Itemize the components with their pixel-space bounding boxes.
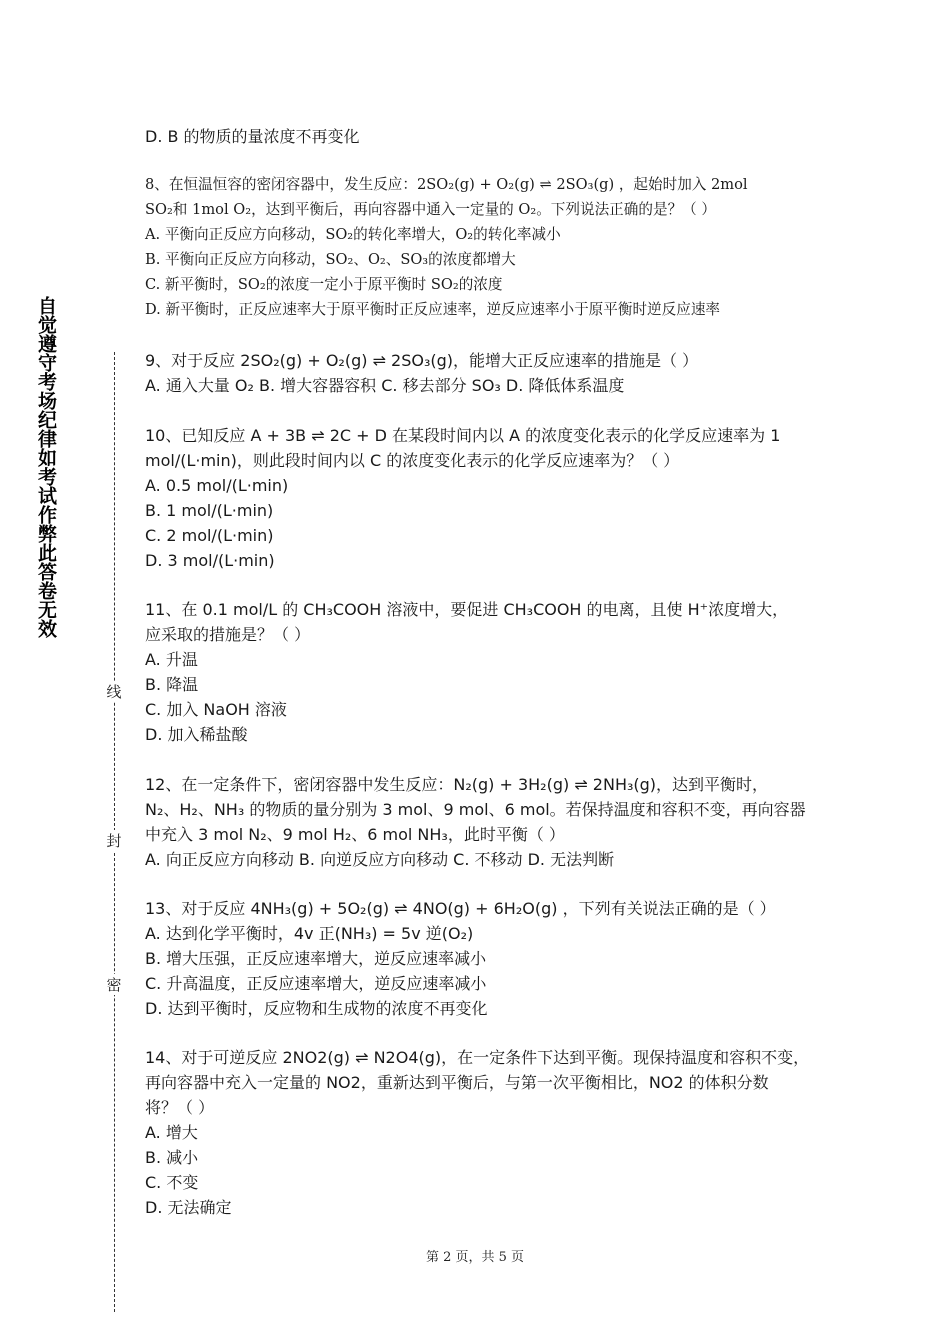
q13-option-a: A. 达到化学平衡时，4v 正(NH₃) = 5v 逆(O₂) xyxy=(145,924,474,943)
q7-option-d: D. B 的物质的量浓度不再变化 xyxy=(145,127,360,146)
q14-option-c: C. 不变 xyxy=(145,1173,199,1192)
q9-stem: 9、对于反应 2SO₂(g) + O₂(g) ⇌ 2SO₃(g)，能增大正反应速率的措施是（ ） xyxy=(145,351,699,370)
q13-option-d: D. 达到平衡时，反应物和生成物的浓度不再变化 xyxy=(145,999,488,1018)
page-footer: 第 2 页，共 5 页 xyxy=(425,1250,525,1265)
q10-option-d: D. 3 mol/(L·min) xyxy=(145,551,275,570)
q12-stem-line1: 12、在一定条件下，密闭容器中发生反应：N₂(g) + 3H₂(g) ⇌ 2NH₃(g)，达到平衡时， xyxy=(145,775,769,794)
binding-label-secret: 密 xyxy=(104,974,124,995)
q13-option-c: C. 升高温度，正反应速率增大，逆反应速率减小 xyxy=(145,974,487,993)
q14-option-a: A. 增大 xyxy=(145,1123,198,1142)
q8-option-b: B. 平衡向正反应方向移动，SO₂、O₂、SO₃的浓度都增大 xyxy=(145,251,516,268)
q8-option-c: C. 新平衡时，SO₂的浓度一定小于原平衡时 SO₂的浓度 xyxy=(145,276,503,293)
q12-options: A. 向正反应方向移动 B. 向逆反应方向移动 C. 不移动 D. 无法判断 xyxy=(145,850,615,869)
q11-option-a: A. 升温 xyxy=(145,650,198,669)
q14-stem-line2: 再向容器中充入一定量的 NO2，重新达到平衡后，与第一次平衡相比，NO2 的体积分数 xyxy=(145,1073,769,1092)
q14-option-b: B. 减小 xyxy=(145,1148,199,1167)
q11-stem-line2: 应采取的措施是？（ ） xyxy=(145,625,311,644)
q8-stem-line1: 8、在恒温恒容的密闭容器中，发生反应：2SO₂(g) + O₂(g) ⇌ 2SO₃(g) ，起始时加入 2mol xyxy=(145,176,748,193)
q11-option-d: D. 加入稀盐酸 xyxy=(145,725,248,744)
q11-option-b: B. 降温 xyxy=(145,675,199,694)
q13-option-b: B. 增大压强，正反应速率增大，逆反应速率减小 xyxy=(145,949,487,968)
binding-label-seal: 封 xyxy=(104,830,124,851)
q10-stem-line2: mol/(L·min)，则此段时间内以 C 的浓度变化表示的化学反应速率为？（ ） xyxy=(145,451,680,470)
q12-stem-line2: N₂、H₂、NH₃ 的物质的量分别为 3 mol、9 mol、6 mol。若保持温度和容积不变，再向容器 xyxy=(145,800,806,819)
q10-stem-line1: 10、已知反应 A + 3B ⇌ 2C + D 在某段时间内以 A 的浓度变化表示的化学反应速率为 1 xyxy=(145,426,781,445)
q10-option-b: B. 1 mol/(L·min) xyxy=(145,501,274,520)
q10-option-a: A. 0.5 mol/(L·min) xyxy=(145,476,289,495)
q8-option-a: A. 平衡向正反应方向移动，SO₂的转化率增大，O₂的转化率减小 xyxy=(145,226,561,243)
q8-option-d: D. 新平衡时，正反应速率大于原平衡时正反应速率，逆反应速率小于原平衡时逆反应速率 xyxy=(145,301,721,318)
q8-stem-line2: SO₂和 1mol O₂，达到平衡后，再向容器中通入一定量的 O₂。下列说法正确的是？（ ） xyxy=(145,201,716,218)
q9-options: A. 通入大量 O₂ B. 增大容器容积 C. 移去部分 SO₃ D. 降低体系温度 xyxy=(145,376,625,395)
q11-stem-line1: 11、在 0.1 mol/L 的 CH₃COOH 溶液中，要促进 CH₃COOH 的电离，且使 H⁺浓度增大， xyxy=(145,600,789,619)
q14-option-d: D. 无法确定 xyxy=(145,1198,232,1217)
binding-label-line: 线 xyxy=(104,681,124,702)
side-title: 自觉遵守考场纪律如考试作弊此答卷无效 xyxy=(35,296,57,638)
q11-option-c: C. 加入 NaOH 溶液 xyxy=(145,700,287,719)
q13-stem: 13、对于反应 4NH₃(g) + 5O₂(g) ⇌ 4NO(g) + 6H₂O(g) ，下列有关说法正确的是（ ） xyxy=(145,899,776,918)
q10-option-c: C. 2 mol/(L·min) xyxy=(145,526,274,545)
q12-stem-line3: 中充入 3 mol N₂、9 mol H₂、6 mol NH₃，此时平衡（ ） xyxy=(145,825,565,844)
q14-stem-line3: 将？（ ） xyxy=(145,1098,215,1117)
q14-stem-line1: 14、对于可逆反应 2NO2(g) ⇌ N2O4(g)，在一定条件下达到平衡。现保持温度和容积不变， xyxy=(145,1048,810,1067)
